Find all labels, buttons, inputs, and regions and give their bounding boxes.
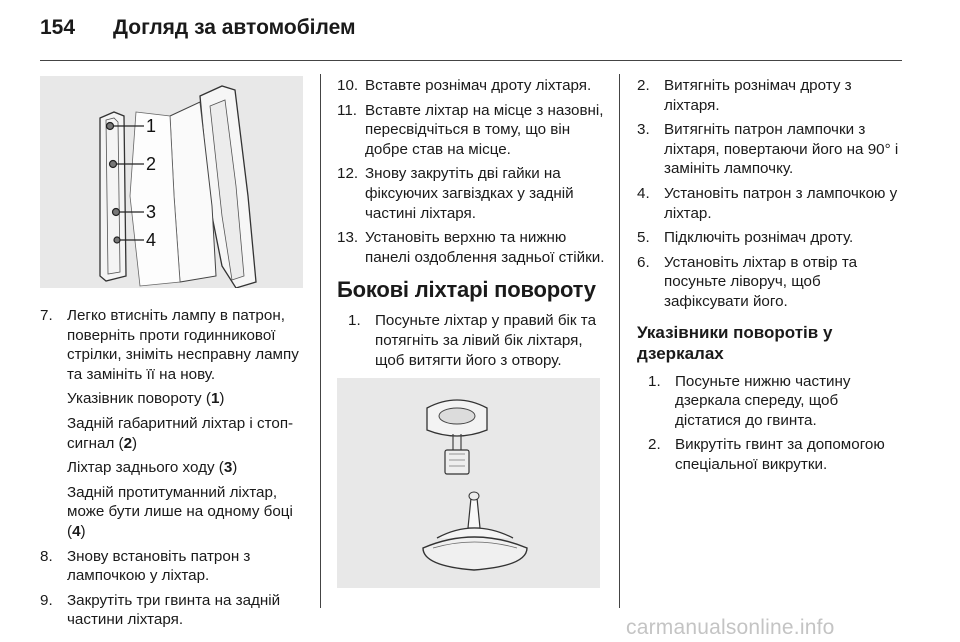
callout-1: 1: [146, 116, 157, 136]
side-step-4: 4. Установіть патрон з лампочкою у ліхтар.: [637, 184, 898, 222]
step-7: 7. Легко втисніть лампу в патрон, поверніть проти годинникової стрілки, зніміть несправну лампу та замініть її на нову.: [40, 307, 299, 383]
callout-3: 3: [146, 202, 157, 222]
tail-lamp-illustration: [40, 76, 303, 288]
column-3: [637, 76, 905, 480]
step-12: 12. Знову закрутіть дві гайки на фіксуючих загвіздках у задній частині ліхтаря.: [337, 165, 574, 222]
column-divider-2: [619, 74, 620, 608]
lamp-3: Ліхтар заднього ходу (3): [67, 459, 238, 477]
column-divider-1: [320, 74, 321, 608]
page-title: Догляд за автомобілем: [113, 16, 356, 39]
mirror-step-2: 2. Викрутіть гвинт за допомогою спеціальної викрутки.: [648, 436, 885, 473]
lamp-1: Указівник повороту (1): [67, 390, 225, 408]
side-step-1: 1. Посуньте ліхтар у правий бік та потягніть за лівий бік ліхтаря, щоб витягти його з отвору.: [348, 312, 597, 369]
side-indicator-figure: [337, 378, 600, 588]
step-9: 9. Закрутіть три гвинта на задній частини ліхтаря.: [40, 591, 281, 629]
callout-2: 2: [146, 154, 157, 174]
step-8: 8. Знову встановіть патрон з лампочкою у ліхтар.: [40, 547, 251, 585]
side-step-2: 2. Витягніть рознімач дроту з ліхтаря.: [637, 77, 852, 114]
lamp-4: Задній протитуманний ліхтар, може бути лише на одному боці (4): [67, 483, 293, 540]
callout-4: 4: [146, 230, 157, 250]
page-header: [40, 16, 356, 40]
side-step-3: 3. Витягніть патрон лампочки з ліхтаря, повертаючи його на 90° і замініть лампочку.: [637, 121, 899, 178]
header-rule: [40, 60, 902, 61]
step-11: 11. Вставте ліхтар на місце з назовні, пересвідчіться в тому, що він добре став на місце.: [337, 101, 604, 158]
section-heading-side-indicators: Бокові ліхтарі повороту: [337, 277, 596, 303]
page-number: 154: [40, 16, 76, 39]
step-13: 13. Установіть верхню та нижню панелі оздоблення задньої стійки.: [337, 229, 605, 266]
watermark: carmanualsonline.info: [626, 616, 835, 639]
mirror-step-1: 1. Посуньте нижню частину дзеркала спереду, щоб дістатися до гвинта.: [648, 372, 851, 429]
section-heading-mirror-indicators: Указівники поворотів у дзеркалах: [637, 322, 833, 363]
column-2: [337, 76, 605, 588]
side-step-6: 6. Установіть ліхтар в отвір та посуньте ліворуч, щоб зафіксувати його.: [637, 253, 858, 310]
step-10: 10. Вставте рознімач дроту ліхтаря.: [337, 77, 592, 94]
side-indicator-illustration: [337, 378, 600, 588]
column-1: [40, 76, 305, 635]
lamp-2: Задній габаритний ліхтар і стоп-сигнал (2): [67, 414, 294, 452]
tail-lamp-figure: [40, 76, 303, 288]
side-step-5: 5. Підключіть рознімач дроту.: [637, 229, 854, 247]
